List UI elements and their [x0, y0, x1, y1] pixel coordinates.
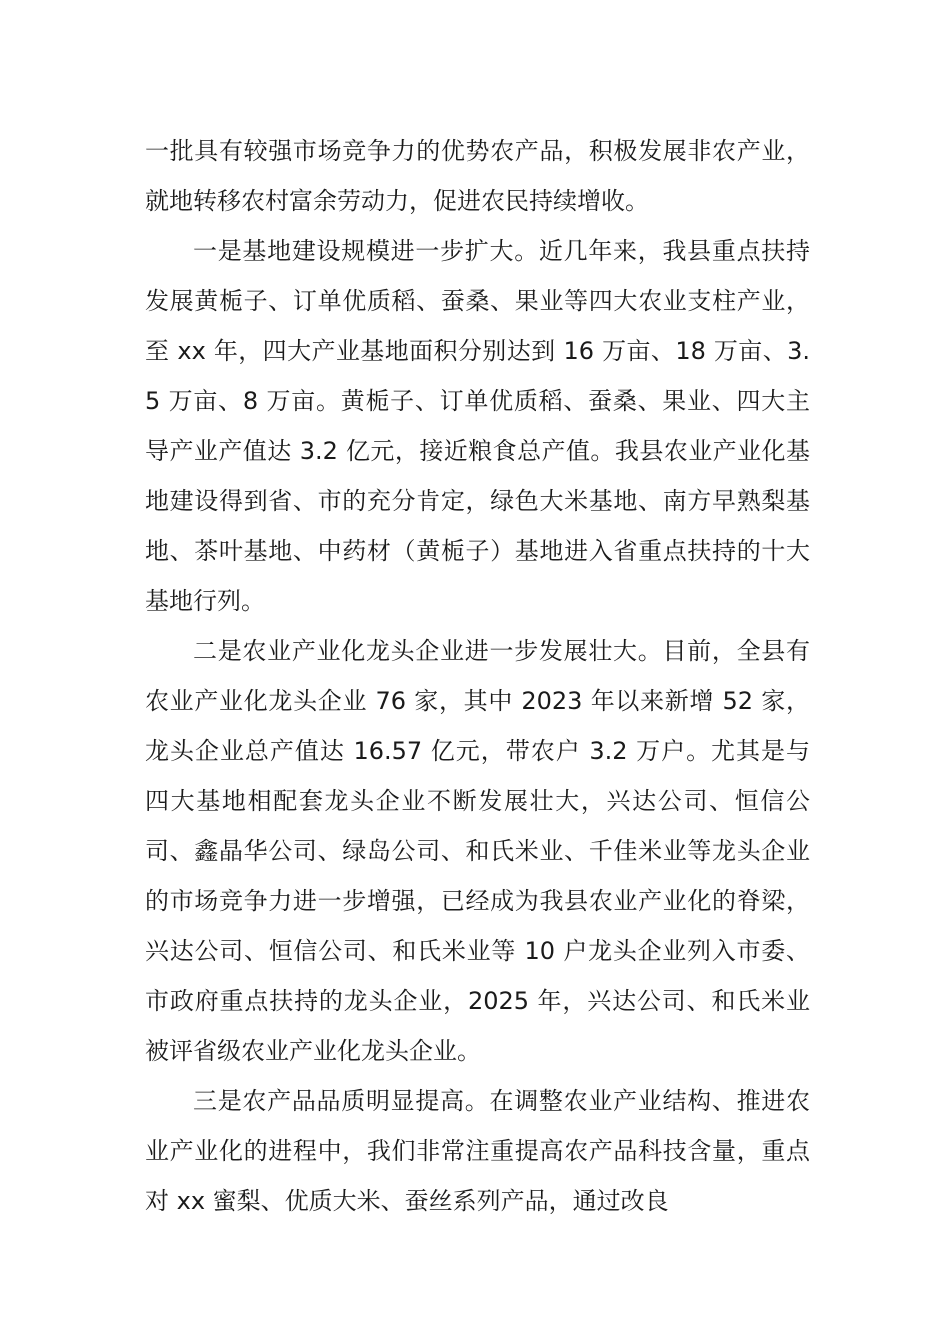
document-body	[145, 126, 810, 1226]
paragraph-continuation: 一批具有较强市场竞争力的优势农产品，积极发展非农产业，就地转移农村富余劳动力，促进农民持续增收。	[145, 137, 810, 215]
paragraph-leading-enterprises: 二是农业产业化龙头企业进一步发展壮大。目前，全县有农业产业化龙头企业 76 家，其中 2023 年以来新增 52 家，龙头企业总产值达 16.57 亿元，带农户 3.2 万户。尤其是与四大基地相配套龙头企业不断发展壮大，兴达公司、恒信公司、鑫晶华公司、绿岛公司、和氏米业、千佳米业等龙头企业的市场竞争力进一步增强，已经成为我县农业产业化的脊梁，兴达公司、恒信公司、和氏米业等 10 户龙头企业列入市委、市政府重点扶持的龙头企业，2025 年，兴达公司、和氏米业被评省级农业产业化龙头企业。	[145, 637, 810, 1065]
paragraph-product-quality: 三是农产品品质明显提高。在调整农业产业结构、推进农业产业化的进程中，我们非常注重提高农产品科技含量，重点对 xx 蜜梨、优质大米、蚕丝系列产品，通过改良	[145, 1087, 810, 1215]
paragraph-base-construction: 一是基地建设规模进一步扩大。近几年来，我县重点扶持发展黄栀子、订单优质稻、蚕桑、果业等四大农业支柱产业，至 xx 年，四大产业基地面积分别达到 16 万亩、18 万亩、3.5 万亩、8 万亩。黄栀子、订单优质稻、蚕桑、果业、四大主导产业产值达 3.2 亿元，接近粮食总产值。我县农业产业化基地建设得到省、市的充分肯定，绿色大米基地、南方早熟梨基地、茶叶基地、中药材（黄栀子）基地进入省重点扶持的十大基地行列。	[145, 237, 810, 615]
